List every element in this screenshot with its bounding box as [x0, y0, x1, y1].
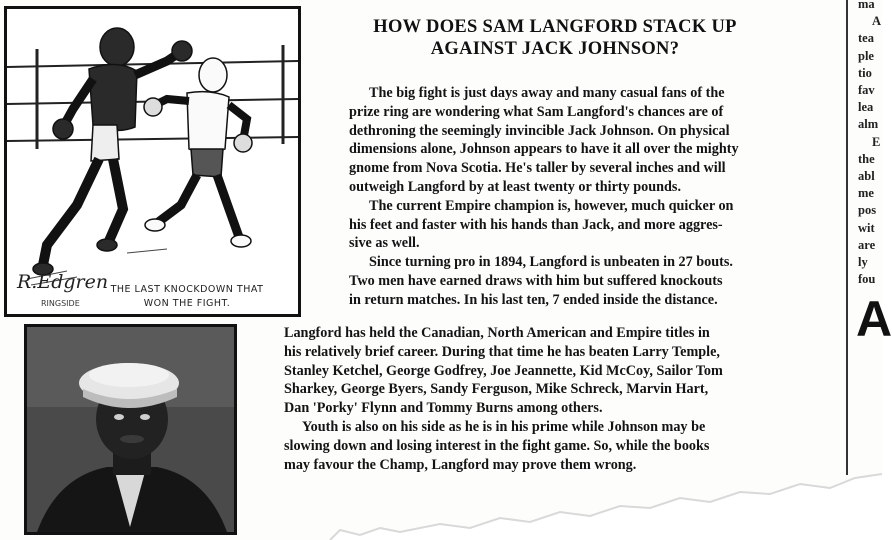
text-line: Langford has held the Canadian, North American and Empire titles in: [284, 325, 710, 341]
fragment-line: fav: [858, 83, 875, 98]
fragment-line: A: [872, 14, 882, 29]
fragment-line: wit: [858, 220, 875, 235]
text-line: dethroning the seemingly invincible Jack Johnson. On physical: [349, 122, 730, 139]
portrait-photo: [24, 324, 237, 535]
fight-drawing: [7, 9, 298, 314]
fragment-line: alm: [858, 117, 879, 132]
fragment-line: tea: [858, 31, 874, 46]
article-body-upper: [349, 84, 834, 310]
adjacent-headline-fragment: A: [856, 291, 892, 347]
fragment-line: are: [858, 237, 876, 252]
fragment-line: the: [858, 151, 875, 166]
right-boxer-figure: [144, 58, 252, 247]
text-line: Stanley Ketchel, George Godfrey, Joe Jeannette, Kid McCoy, Sailor Tom: [284, 362, 723, 379]
fragment-line: ple: [858, 48, 874, 63]
fragment-line: E: [872, 134, 881, 149]
text-line: Dan 'Porky' Flynn and Tommy Burns among others.: [284, 400, 603, 417]
text-line: Since turning pro in 1894, Langford is unbeaten in 27 bouts.: [369, 254, 733, 271]
text-line: dimensions alone, Johnson appears to have it all over the mighty: [349, 141, 739, 158]
text-line: sive as well.: [349, 235, 420, 252]
text-line: in return matches. In his last ten, 7 ended inside the distance.: [349, 291, 718, 308]
fragment-line: tio: [858, 65, 872, 80]
headline-line-2: AGAINST JACK JOHNSON?: [430, 39, 680, 59]
text-line: Sharkey, George Byers, Sandy Ferguson, Mike Schreck, Marvin Hart,: [284, 381, 709, 398]
fragment-line: me: [858, 186, 874, 201]
column-rule: [846, 0, 848, 475]
caption-line: WON THE FIGHT.: [143, 298, 231, 309]
text-line: his feet and faster with his hands than Jack, and more aggres-: [349, 216, 723, 233]
text-line: The big fight is just days away and many casual fans of the: [369, 85, 725, 101]
text-line: outweigh Langford by at least twenty or thirty pounds.: [349, 178, 681, 195]
artist-signature: R.Edgren: [17, 271, 109, 293]
adjacent-column-fragment: [858, 0, 888, 288]
fragment-line: abl: [858, 169, 875, 184]
article-body-lower: [284, 324, 832, 474]
text-line: The current Empire champion is, however, much quicker on: [369, 197, 734, 214]
text-line: slowing down and losing interest in the fight game. So, while the books: [284, 437, 710, 454]
fragment-line: pos: [858, 203, 877, 218]
boxing-illustration: [4, 6, 301, 317]
text-line: gnome from Nova Scotia. He's taller by several inches and will: [349, 160, 726, 177]
text-line: prize ring are wondering what Sam Langford's chances are of: [349, 103, 724, 120]
fragment-line: ma: [858, 0, 875, 11]
article-headline: [322, 16, 788, 60]
fragment-line: lea: [858, 100, 874, 115]
text-line: Youth is also on his side as he is in his prime while Johnson may be: [302, 418, 706, 435]
caption-line: THE LAST KNOCKDOWN THAT: [110, 284, 264, 295]
fragment-line: fou: [858, 272, 876, 287]
portrait-drawing: [27, 327, 234, 532]
fragment-line: ly: [858, 255, 868, 270]
text-line: his relatively brief career. During that time he has beaten Larry Temple,: [284, 343, 720, 360]
signature-sub: RINGSIDE: [41, 299, 80, 308]
illustration-caption: [97, 283, 277, 311]
headline-line-1: HOW DOES SAM LANGFORD STACK UP: [373, 17, 737, 37]
text-line: may favour the Champ, Langford may prove them wrong.: [284, 456, 637, 473]
text-line: Two men have earned draws with him but suffered knockouts: [349, 272, 723, 289]
